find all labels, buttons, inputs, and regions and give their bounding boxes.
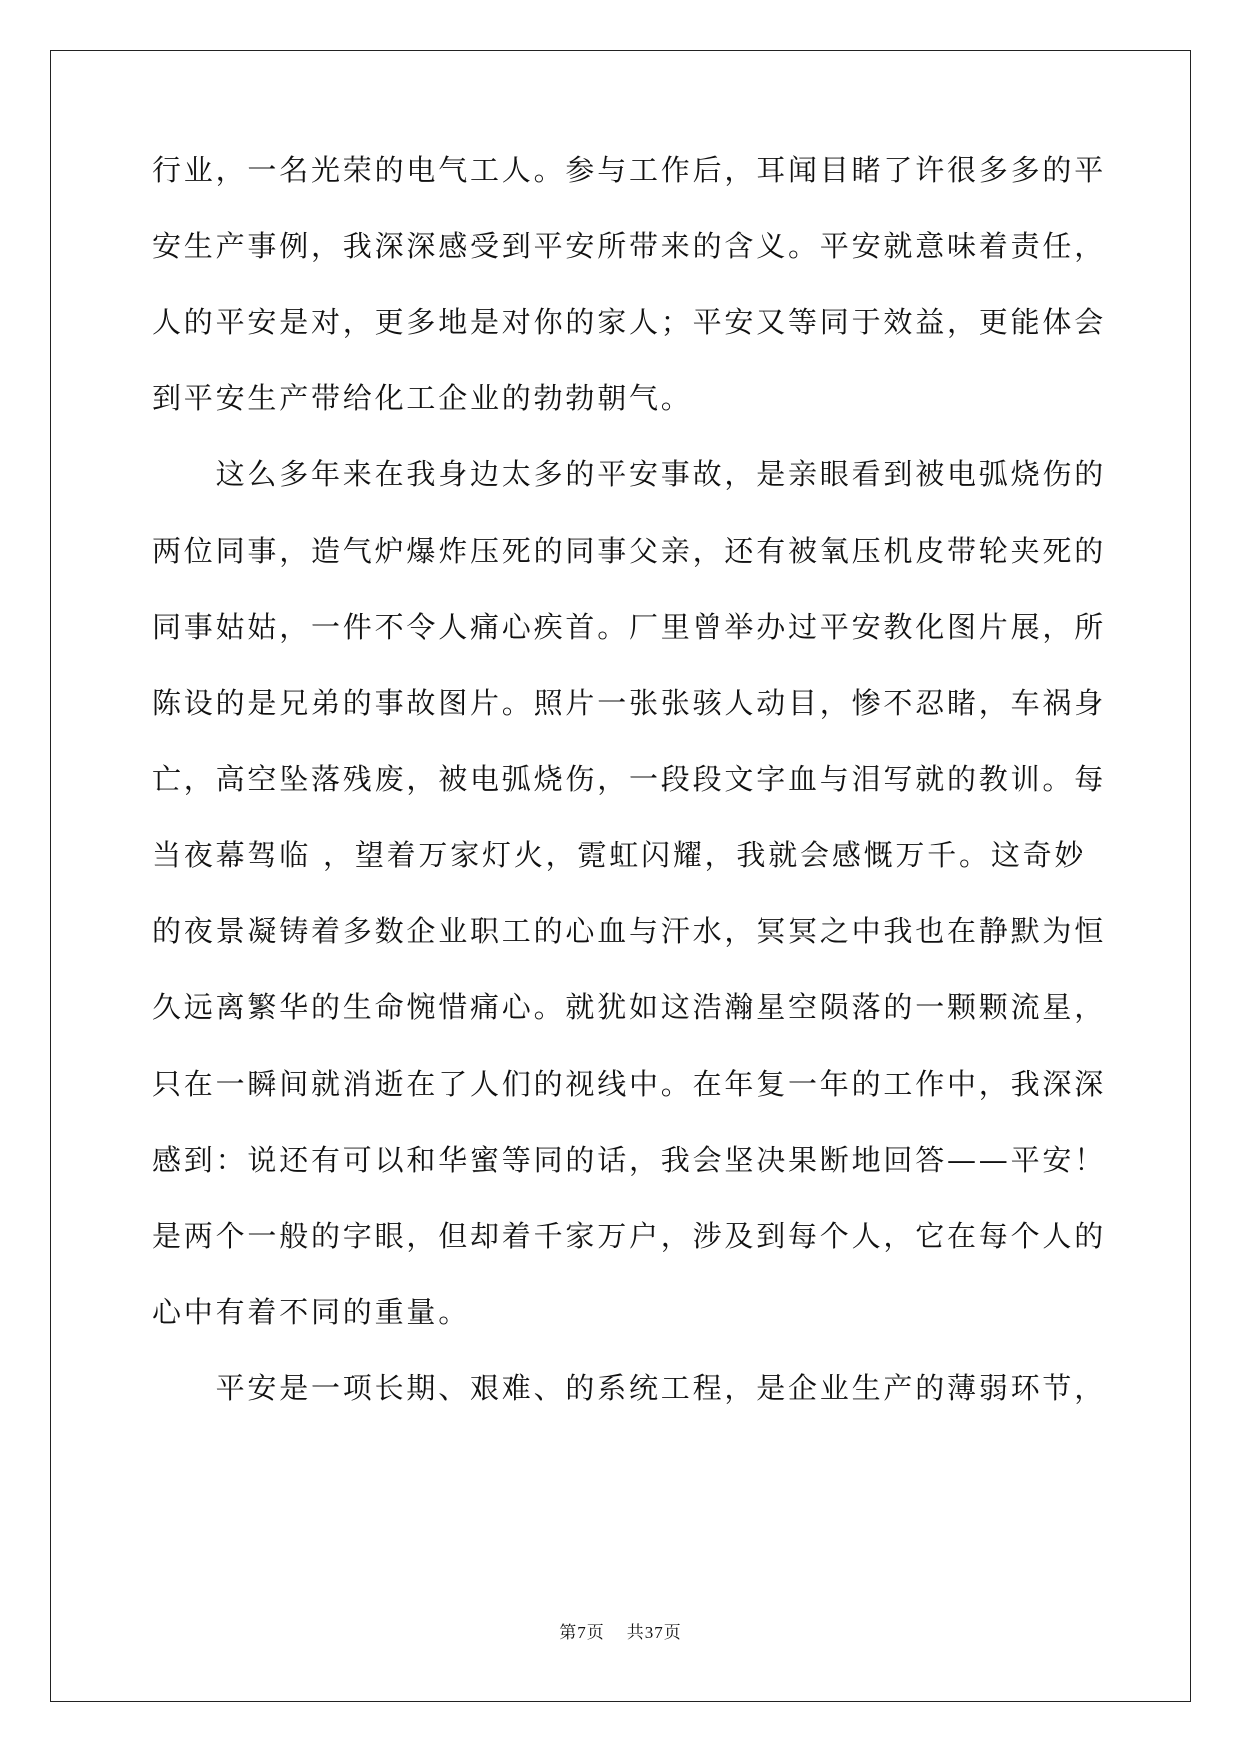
text-line: 两位同事，造气炉爆炸压死的同事父亲，还有被氧压机皮带轮夹死的 (152, 534, 1107, 568)
text-line: 同事姑姑，一件不令人痛心疾首。厂里曾举办过平安教化图片展，所 (152, 610, 1107, 644)
text-line: 行业，一名光荣的电气工人。参与工作后，耳闻目睹了许很多多的平 (152, 153, 1107, 187)
text-line: 陈设的是兄弟的事故图片。照片一张张骇人动目，惨不忍睹，车祸身 (152, 686, 1107, 720)
text-line: 这么多年来在我身边太多的平安事故，是亲眼看到被电弧烧伤的 (152, 457, 1107, 491)
text-line: 平安是一项长期、艰难、的系统工程，是企业生产的薄弱环节， (152, 1371, 1107, 1405)
text-line: 人的平安是对，更多地是对你的家人；平安又等同于效益，更能体会 (152, 305, 1107, 339)
text-line: 感到：说还有可以和华蜜等同的话，我会坚决果断地回答——平安！ (152, 1143, 1107, 1177)
text-line: 的夜景凝铸着多数企业职工的心血与汗水，冥冥之中我也在静默为恒 (152, 914, 1107, 948)
page-border (50, 50, 1191, 1702)
page-footer (0, 1618, 1241, 1643)
page-number: 第7页 (559, 1623, 605, 1642)
text-line: 久远离繁华的生命惋惜痛心。就犹如这浩瀚星空陨落的一颗颗流星， (152, 990, 1107, 1024)
text-line: 当夜幕驾临 ，望着万家灯火，霓虹闪耀，我就会感慨万千。这奇妙 (152, 838, 1087, 872)
text-line: 到平安生产带给化工企业的勃勃朝气。 (152, 381, 693, 415)
page-total: 共37页 (626, 1623, 682, 1642)
text-line: 只在一瞬间就消逝在了人们的视线中。在年复一年的工作中，我深深 (152, 1067, 1107, 1101)
text-line: 亡，高空坠落残废，被电弧烧伤，一段段文字血与泪写就的教训。每 (152, 762, 1107, 796)
text-line: 安生产事例，我深深感受到平安所带来的含义。平安就意味着责任， (152, 229, 1107, 263)
text-line: 是两个一般的字眼，但却着千家万户，涉及到每个人，它在每个人的 (152, 1219, 1107, 1253)
text-line: 心中有着不同的重量。 (152, 1295, 471, 1329)
